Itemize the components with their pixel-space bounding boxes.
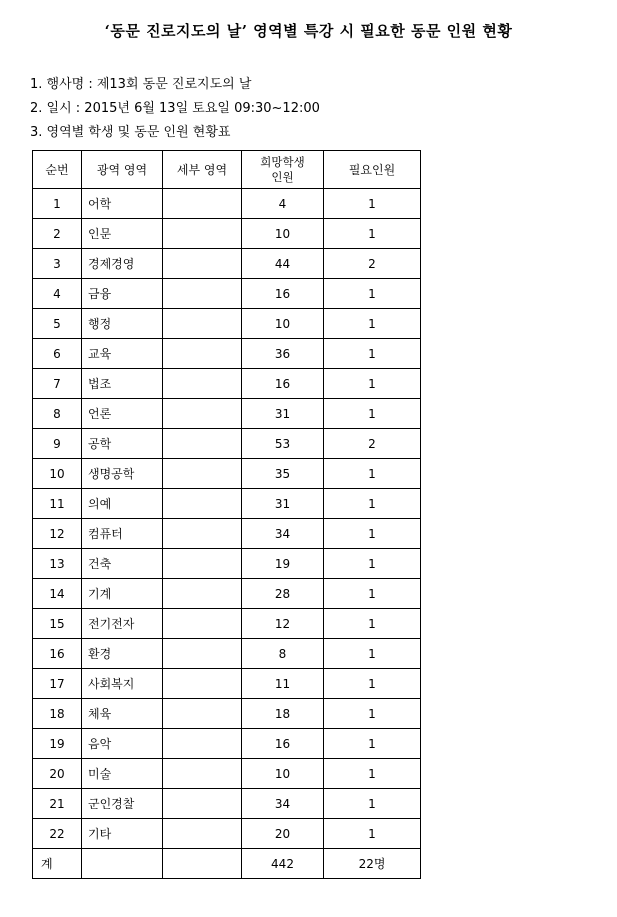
cell-area: 체육 xyxy=(82,699,163,729)
total-desired-students: 442 xyxy=(242,849,324,879)
cell-area: 전기전자 xyxy=(82,609,163,639)
cell-area: 기계 xyxy=(82,579,163,609)
table-row xyxy=(33,669,421,699)
table-row xyxy=(33,429,421,459)
cell-area: 행정 xyxy=(82,309,163,339)
cell-desired-students: 34 xyxy=(242,519,324,549)
cell-no: 2 xyxy=(33,219,82,249)
cell-sub-area xyxy=(163,549,242,579)
cell-required-alumni: 1 xyxy=(324,819,421,849)
table-row xyxy=(33,309,421,339)
cell-desired-students: 20 xyxy=(242,819,324,849)
cell-desired-students: 53 xyxy=(242,429,324,459)
cell-sub-area xyxy=(163,249,242,279)
cell-area: 컴퓨터 xyxy=(82,519,163,549)
cell-area: 생명공학 xyxy=(82,459,163,489)
cell-required-alumni: 2 xyxy=(324,249,421,279)
header-desired-students xyxy=(242,151,324,189)
table-row xyxy=(33,369,421,399)
cell-desired-students: 10 xyxy=(242,759,324,789)
cell-required-alumni: 1 xyxy=(324,579,421,609)
cell-desired-students: 35 xyxy=(242,459,324,489)
total-required-alumni: 22명 xyxy=(324,849,421,879)
table-row xyxy=(33,489,421,519)
cell-required-alumni: 1 xyxy=(324,759,421,789)
header-desired-students-line2: 인원 xyxy=(271,169,294,184)
table-caption-line: 3. 영역별 학생 및 동문 인원 현황표 xyxy=(30,125,231,140)
cell-desired-students: 10 xyxy=(242,219,324,249)
cell-area: 공학 xyxy=(82,429,163,459)
table-row xyxy=(33,639,421,669)
header-required-alumni: 필요인원 xyxy=(324,151,421,189)
cell-sub-area xyxy=(163,819,242,849)
cell-no: 20 xyxy=(33,759,82,789)
cell-area: 의예 xyxy=(82,489,163,519)
cell-required-alumni: 2 xyxy=(324,429,421,459)
cell-required-alumni: 1 xyxy=(324,459,421,489)
cell-area: 언론 xyxy=(82,399,163,429)
cell-desired-students: 19 xyxy=(242,549,324,579)
cell-desired-students: 4 xyxy=(242,189,324,219)
cell-no: 9 xyxy=(33,429,82,459)
total-area xyxy=(82,849,163,879)
cell-sub-area xyxy=(163,189,242,219)
cell-desired-students: 10 xyxy=(242,309,324,339)
cell-sub-area xyxy=(163,669,242,699)
table-row xyxy=(33,549,421,579)
cell-no: 15 xyxy=(33,609,82,639)
cell-desired-students: 28 xyxy=(242,579,324,609)
cell-area: 기타 xyxy=(82,819,163,849)
header-sub-area: 세부 영역 xyxy=(163,151,242,189)
cell-desired-students: 31 xyxy=(242,489,324,519)
cell-sub-area xyxy=(163,399,242,429)
cell-no: 19 xyxy=(33,729,82,759)
cell-area: 금융 xyxy=(82,279,163,309)
cell-sub-area xyxy=(163,429,242,459)
status-table xyxy=(32,150,421,879)
cell-desired-students: 36 xyxy=(242,339,324,369)
cell-sub-area xyxy=(163,369,242,399)
cell-sub-area xyxy=(163,699,242,729)
cell-desired-students: 12 xyxy=(242,609,324,639)
table-row xyxy=(33,789,421,819)
table-row xyxy=(33,819,421,849)
cell-sub-area xyxy=(163,279,242,309)
cell-required-alumni: 1 xyxy=(324,369,421,399)
table-row xyxy=(33,759,421,789)
cell-no: 13 xyxy=(33,549,82,579)
cell-sub-area xyxy=(163,639,242,669)
cell-desired-students: 8 xyxy=(242,639,324,669)
cell-area: 미술 xyxy=(82,759,163,789)
cell-sub-area xyxy=(163,789,242,819)
cell-area: 사회복지 xyxy=(82,669,163,699)
cell-sub-area xyxy=(163,729,242,759)
cell-no: 21 xyxy=(33,789,82,819)
table-row xyxy=(33,459,421,489)
cell-required-alumni: 1 xyxy=(324,189,421,219)
cell-no: 5 xyxy=(33,309,82,339)
table-row xyxy=(33,729,421,759)
cell-required-alumni: 1 xyxy=(324,789,421,819)
cell-area: 건축 xyxy=(82,549,163,579)
cell-no: 6 xyxy=(33,339,82,369)
cell-required-alumni: 1 xyxy=(324,519,421,549)
cell-no: 17 xyxy=(33,669,82,699)
cell-no: 22 xyxy=(33,819,82,849)
cell-required-alumni: 1 xyxy=(324,609,421,639)
header-no: 순번 xyxy=(33,151,82,189)
cell-desired-students: 34 xyxy=(242,789,324,819)
table-row xyxy=(33,519,421,549)
header-desired-students-line1: 희망학생 xyxy=(260,154,305,169)
cell-required-alumni: 1 xyxy=(324,699,421,729)
cell-sub-area xyxy=(163,489,242,519)
cell-sub-area xyxy=(163,219,242,249)
table-header-row xyxy=(33,151,421,189)
header-area: 광역 영역 xyxy=(82,151,163,189)
table-row xyxy=(33,339,421,369)
table-row xyxy=(33,249,421,279)
cell-area: 법조 xyxy=(82,369,163,399)
cell-no: 14 xyxy=(33,579,82,609)
cell-no: 7 xyxy=(33,369,82,399)
table-row xyxy=(33,399,421,429)
cell-no: 8 xyxy=(33,399,82,429)
cell-required-alumni: 1 xyxy=(324,489,421,519)
cell-required-alumni: 1 xyxy=(324,639,421,669)
table-total-row xyxy=(33,849,421,879)
total-sub xyxy=(163,849,242,879)
table-row xyxy=(33,189,421,219)
cell-no: 1 xyxy=(33,189,82,219)
cell-required-alumni: 1 xyxy=(324,309,421,339)
cell-sub-area xyxy=(163,309,242,339)
cell-required-alumni: 1 xyxy=(324,279,421,309)
cell-area: 음악 xyxy=(82,729,163,759)
cell-desired-students: 44 xyxy=(242,249,324,279)
cell-desired-students: 18 xyxy=(242,699,324,729)
table-row xyxy=(33,219,421,249)
cell-desired-students: 11 xyxy=(242,669,324,699)
table-row xyxy=(33,279,421,309)
cell-required-alumni: 1 xyxy=(324,729,421,759)
cell-required-alumni: 1 xyxy=(324,669,421,699)
event-name-line: 1. 행사명 : 제13회 동문 진로지도의 날 xyxy=(30,77,252,92)
cell-required-alumni: 1 xyxy=(324,549,421,579)
event-date-line: 2. 일시 : 2015년 6월 13일 토요일 09:30~12:00 xyxy=(30,101,320,116)
cell-sub-area xyxy=(163,579,242,609)
cell-no: 4 xyxy=(33,279,82,309)
cell-area: 교육 xyxy=(82,339,163,369)
cell-desired-students: 16 xyxy=(242,279,324,309)
cell-desired-students: 16 xyxy=(242,369,324,399)
cell-no: 10 xyxy=(33,459,82,489)
cell-required-alumni: 1 xyxy=(324,219,421,249)
cell-desired-students: 16 xyxy=(242,729,324,759)
cell-sub-area xyxy=(163,759,242,789)
cell-area: 어학 xyxy=(82,189,163,219)
cell-no: 3 xyxy=(33,249,82,279)
cell-no: 12 xyxy=(33,519,82,549)
cell-sub-area xyxy=(163,339,242,369)
cell-sub-area xyxy=(163,609,242,639)
cell-required-alumni: 1 xyxy=(324,339,421,369)
cell-sub-area xyxy=(163,459,242,489)
cell-area: 군인경찰 xyxy=(82,789,163,819)
cell-no: 11 xyxy=(33,489,82,519)
table-row xyxy=(33,699,421,729)
cell-no: 16 xyxy=(33,639,82,669)
cell-sub-area xyxy=(163,519,242,549)
cell-area: 환경 xyxy=(82,639,163,669)
cell-desired-students: 31 xyxy=(242,399,324,429)
total-label: 계 xyxy=(33,849,82,879)
cell-required-alumni: 1 xyxy=(324,399,421,429)
document-title: ‘동문 진로지도의 날’ 영역별 특강 시 필요한 동문 인원 현황 xyxy=(104,22,513,40)
table-row xyxy=(33,609,421,639)
cell-no: 18 xyxy=(33,699,82,729)
table-row xyxy=(33,579,421,609)
cell-area: 경제경영 xyxy=(82,249,163,279)
cell-area: 인문 xyxy=(82,219,163,249)
